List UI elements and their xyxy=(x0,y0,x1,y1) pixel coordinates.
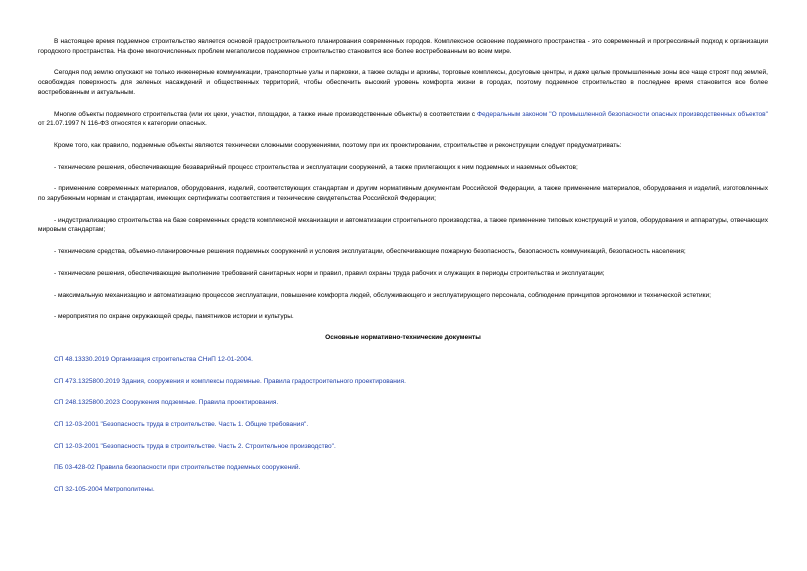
document-link[interactable]: СП 48.13330.2019 Организация строительства СНиП 12-01-2004. xyxy=(54,355,253,363)
law-paragraph-before: Многие объекты подземного строительства (или их цехи, участки, площадки, а также иные производственные объекты) в соответствии с xyxy=(54,110,478,118)
requirement-item: - технические средства, объемно-планировочные решения подземных сооружений и условия эксплуатации, обеспечивающие пожарную безопасность, безопасность коммуникаций, безопасность населения; xyxy=(54,248,686,256)
document-link[interactable]: СП 248.1325800.2023 Сооружения подземные. Правила проектирования. xyxy=(54,399,279,407)
document-link-item xyxy=(38,463,768,473)
document-link[interactable]: СП 32-105-2004 Метрополитены. xyxy=(54,486,155,494)
document-link-item xyxy=(38,420,768,430)
federal-law-link[interactable]: Федеральным законом "О промышленной безопасности опасных производственных объектов" xyxy=(477,110,768,118)
docs-heading: Основные нормативно-технические документы xyxy=(325,334,481,342)
requirement-item: - технические решения, обеспечивающие безаварийный процесс строительства и эксплуатации сооружений, а также прилегающих к ним подземных и наземных объектов; xyxy=(54,163,578,171)
document-body xyxy=(38,37,768,495)
intro-paragraph-1: В настоящее время подземное строительство является основой градостроительного планирования современных городов. Комплексное освоение подземного пространства - это современный и прогрессивный подход к организации городского пространства. На фоне многочисленных проблем мегаполисов подземное строительство становится все более востребованным во всем мире. xyxy=(38,38,768,55)
requirement-item: - максимальную механизацию и автоматизацию процессов эксплуатации, повышение комфорта людей, обслуживающего и эксплуатирующего персонала, соблюдение принципов эргономики и технической эстетики; xyxy=(54,291,711,299)
document-link[interactable]: СП 473.1325800.2019 Здания, сооружения и комплексы подземные. Правила градостроительного проектирования. xyxy=(54,377,406,385)
document-link[interactable]: СП 12-03-2001 "Безопасность труда в строительстве. Часть 2. Строительное производство". xyxy=(54,442,336,450)
requirement-item: - применение современных материалов, оборудования, изделий, соответствующих стандартам и другим нормативным документам Российской Федерации, а также применение материалов, оборудования и изделий, изготовленных по зарубежным нормам и стандартам, имеющих сертификаты соответствия и технические свидетельства Российской Федерации; xyxy=(38,185,768,203)
document-link-item xyxy=(38,377,768,387)
document-link[interactable]: ПБ 03-428-02 Правила безопасности при строительстве подземных сооружений. xyxy=(54,464,301,472)
document-link[interactable]: СП 12-03-2001 "Безопасность труда в строительстве. Часть 1. Общие требования". xyxy=(54,421,309,429)
law-paragraph-after: от 21.07.1997 N 116-ФЗ относятся к категории опасных. xyxy=(38,120,207,128)
requirement-item: - технические решения, обеспечивающие выполнение требований санитарных норм и правил, правил охраны труда рабочих и служащих в периоды строительства и эксплуатации; xyxy=(54,269,605,277)
requirements-intro: Кроме того, как правило, подземные объекты являются технически сложными сооружениями, поэтому при их проектировании, строительстве и реконструкции следует предусматривать: xyxy=(54,141,622,149)
requirement-item: - мероприятия по охране окружающей среды, памятников истории и культуры. xyxy=(54,313,294,321)
document-link-item xyxy=(38,398,768,408)
requirement-item: - индустриализацию строительства на базе современных средств комплексной механизации и автоматизации строительного производства, а также применение типовых конструкций и узлов, оборудования и аппаратуры, отвечающих мировым стандартам; xyxy=(38,216,768,234)
document-link-item xyxy=(38,442,768,452)
document-link-item xyxy=(38,355,768,365)
law-paragraph xyxy=(38,110,768,129)
intro-paragraph-2: Сегодня под землю опускают не только инженерные коммуникации, транспортные узлы и парковки, а также склады и архивы, торговые комплексы, досуговые центры, и даже целые промышленные зоны все чаще строят под землей, освобождая поверхность для зеленых насаждений и общественных территорий, чтобы обеспечить высокий уровень комфорта жизни в городах, поэтому подземное строительство в последнее время становится все более востребованным и актуальным. xyxy=(38,69,768,96)
document-link-item xyxy=(38,485,768,495)
